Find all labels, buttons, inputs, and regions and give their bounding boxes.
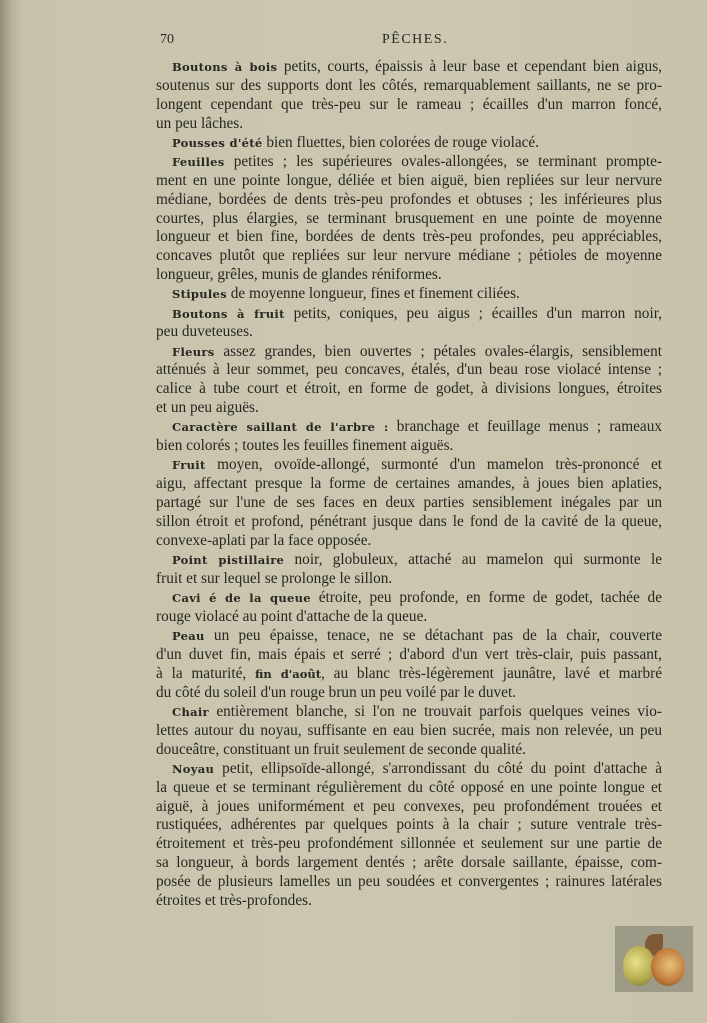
text-line	[156, 798, 662, 817]
paragraph	[156, 305, 662, 343]
paragraph	[156, 418, 662, 456]
text-line	[156, 285, 662, 304]
line-text: du côté du soleil d'un rouge brun un peu voilé par le duvet.	[156, 683, 517, 701]
text-line	[156, 247, 662, 266]
line-text: aiguë, à joues uniformément et peu convexes, peu profondément trouées et	[156, 797, 662, 815]
paragraph-heading: Feuilles	[172, 155, 225, 169]
text-line	[156, 722, 662, 741]
paragraph	[156, 760, 662, 911]
text-line	[156, 134, 662, 153]
paragraph-heading: Boutons à fruit	[172, 306, 285, 321]
paragraph-heading: Noyau	[172, 761, 215, 776]
text-line	[156, 153, 662, 172]
paragraph-heading: Fruit	[172, 458, 206, 473]
line-text: convexe-aplati par la face opposée.	[156, 531, 372, 549]
paragraph	[156, 627, 662, 702]
line-text: étroitement et très-peu profondément sillonnée et seulement sur une partie de	[156, 835, 662, 853]
text-line	[156, 191, 662, 210]
text-line	[156, 323, 662, 342]
text-line	[156, 589, 662, 608]
line-text: étroites et très-profondes.	[156, 891, 312, 909]
text-line	[156, 513, 662, 532]
line-text: d'un duvet fin, mais épais et serré ; d'abord d'un vert très-clair, puis passant,	[156, 646, 662, 664]
text-line	[156, 456, 662, 475]
paragraph-heading: Pousses d'été	[172, 135, 263, 150]
line-text: soutenus sur des supports dont les côtés, remarquablement saillants, ne se pro-	[156, 76, 662, 94]
line-text: lettes autour du noyau, suffisante en eau bien sucrée, mais non relevée, un peu	[156, 721, 662, 739]
peach-shape	[651, 948, 685, 986]
paragraph	[156, 58, 662, 133]
line-text: ment en une pointe longue, déliée et bien aiguë, bien repliées sur leur nervure	[156, 171, 662, 189]
paragraph-heading: Cavi é de la queue	[172, 591, 311, 606]
body-text	[156, 58, 662, 911]
fruit-thumbnail	[615, 926, 693, 992]
text-line	[156, 627, 662, 646]
line-text: petites ; les supérieures ovales-allongées, se terminant prompte-	[224, 153, 662, 170]
line-text: à la maturité,	[156, 664, 255, 682]
text-line	[156, 475, 662, 494]
paragraph	[156, 551, 662, 589]
text-line	[156, 96, 662, 115]
text-line	[156, 646, 662, 665]
line-text: bien fluettes, bien colorées de rouge violacé.	[262, 133, 540, 151]
text-line	[156, 608, 662, 627]
line-text: , au blanc très-légèrement jaunâtre, lavé et marbré	[321, 664, 662, 682]
text-line	[156, 873, 662, 892]
text-line	[156, 816, 662, 835]
line-text: aigu, affectant presque la forme de certaines amandes, à joues bien aplaties,	[156, 475, 662, 493]
text-line	[156, 551, 662, 570]
text-line	[156, 266, 662, 285]
text-line	[156, 665, 662, 684]
line-text: longent cependant que très-peu sur le rameau ; écailles d'un marron foncé,	[156, 95, 662, 113]
text-line	[156, 172, 662, 191]
text-line	[156, 835, 662, 854]
paragraph	[156, 703, 662, 760]
paragraph-heading: Caractère saillant de l'arbre :	[172, 420, 389, 435]
line-text: rustiquées, adhérentes par quelques points à la chair ; suture ventrale très-	[156, 816, 662, 834]
text-line	[156, 399, 662, 418]
paragraph	[156, 285, 662, 304]
line-text: atténués à leur sommet, peu concaves, étalés, d'un beau rose violacé intense ;	[156, 361, 662, 379]
running-title: PÊCHES.	[382, 32, 449, 47]
text-line	[156, 361, 662, 380]
line-text: assez grandes, bien ouvertes ; pétales ovales-élargis, sensiblement	[214, 342, 662, 360]
paragraph	[156, 153, 662, 285]
line-text: médiane, bordées de dents très-peu profondes et obtuses ; les inférieures plus	[156, 190, 662, 208]
text-line	[156, 58, 662, 77]
line-text: un peu épaisse, tenace, ne se détachant pas de la chair, couverte	[204, 627, 662, 645]
line-text: bien colorés ; toutes les feuilles finement aiguës.	[156, 437, 454, 455]
line-text: posée de plusieurs lamelles un peu soudées et convergentes ; rainures latérales	[156, 872, 662, 890]
paragraph	[156, 589, 662, 627]
paragraph	[156, 456, 662, 550]
text-line	[156, 854, 662, 873]
text-line	[156, 684, 662, 703]
line-text: la queue et se terminant régulièrement du côté opposé en une pointe longue et	[156, 778, 662, 796]
line-text: petits, coniques, peu aigus ; écailles d'un marron noir,	[284, 304, 663, 322]
line-text: courtes, plus élargies, se terminant brusquement en une pointe de moyenne	[156, 209, 662, 227]
text-line	[156, 892, 662, 911]
text-line	[156, 380, 662, 399]
line-text: peu duveteuses.	[156, 323, 253, 341]
paragraph-heading: Stipules	[172, 287, 227, 302]
text-line	[156, 532, 662, 551]
inline-bold-text: fin d'août	[255, 666, 322, 681]
line-text: moyen, ovoïde-allongé, surmonté d'un mamelon très-prononcé et	[205, 456, 662, 474]
text-line	[156, 741, 662, 760]
paragraph-heading: Chair	[172, 704, 209, 719]
line-text: petit, ellipsoïde-allongé, s'arrondissant du côté du point d'attache à	[214, 759, 662, 777]
text-line	[156, 437, 662, 456]
text-line	[156, 779, 662, 798]
line-text: et un peu aiguës.	[156, 399, 259, 417]
paragraph	[156, 343, 662, 418]
line-text: petits, courts, épaissis à leur base et cependant bien aigus,	[277, 58, 662, 75]
line-text: douceâtre, constituant un fruit seulement de seconde qualité.	[156, 740, 526, 758]
text-line	[156, 570, 662, 589]
line-text: calice à tube court et étroit, en forme de godet, à divisions longues, étroites	[156, 380, 662, 398]
line-text: concaves plutôt que repliées sur leur nervure médiane ; pétioles de moyenne	[156, 247, 662, 265]
page-number: 70	[160, 32, 174, 47]
line-text: rouge violacé au point d'attache de la queue.	[156, 607, 428, 625]
text-line	[156, 418, 662, 437]
line-text: branchage et feuillage menus ; rameaux	[388, 418, 662, 436]
line-text: longueur, grêles, munis de glandes réniformes.	[156, 266, 442, 284]
paragraph-heading: Boutons à bois	[172, 60, 278, 74]
text-line	[156, 494, 662, 513]
text-line	[156, 343, 662, 362]
text-line	[156, 77, 662, 96]
paragraph-heading: Fleurs	[172, 344, 215, 359]
paragraph	[156, 134, 662, 153]
text-line	[156, 703, 662, 722]
line-text: fruit et sur lequel se prolonge le sillon.	[156, 569, 393, 587]
line-text: un peu lâches.	[156, 114, 244, 132]
line-text: sillon étroit et profond, pénétrant jusque dans le fond de la cavité de la queue,	[156, 512, 662, 530]
line-text: longueur et bien fine, bordées de dents très-peu profondes, peu appréciables,	[156, 228, 662, 246]
line-text: sa longueur, à bords largement dentés ; arête dorsale saillante, épaisse, com-	[156, 854, 662, 872]
text-line	[156, 228, 662, 247]
line-text: partagé sur l'une de ses faces en deux parties sensiblement inégales par un	[156, 494, 662, 512]
line-text: de moyenne longueur, fines et finement ciliées.	[226, 285, 520, 303]
line-text: entièrement blanche, si l'on ne trouvait parfois quelques veines vio-	[208, 702, 662, 720]
paragraph-heading: Point pistillaire	[172, 553, 285, 568]
text-line	[156, 305, 662, 324]
line-text: étroite, peu profonde, en forme de godet, tachée de	[310, 589, 662, 607]
paragraph-heading: Peau	[172, 629, 205, 644]
text-line	[156, 760, 662, 779]
text-line	[156, 210, 662, 229]
text-line	[156, 115, 662, 134]
line-text: noir, globuleux, attaché au mamelon qui surmonte le	[284, 551, 663, 569]
